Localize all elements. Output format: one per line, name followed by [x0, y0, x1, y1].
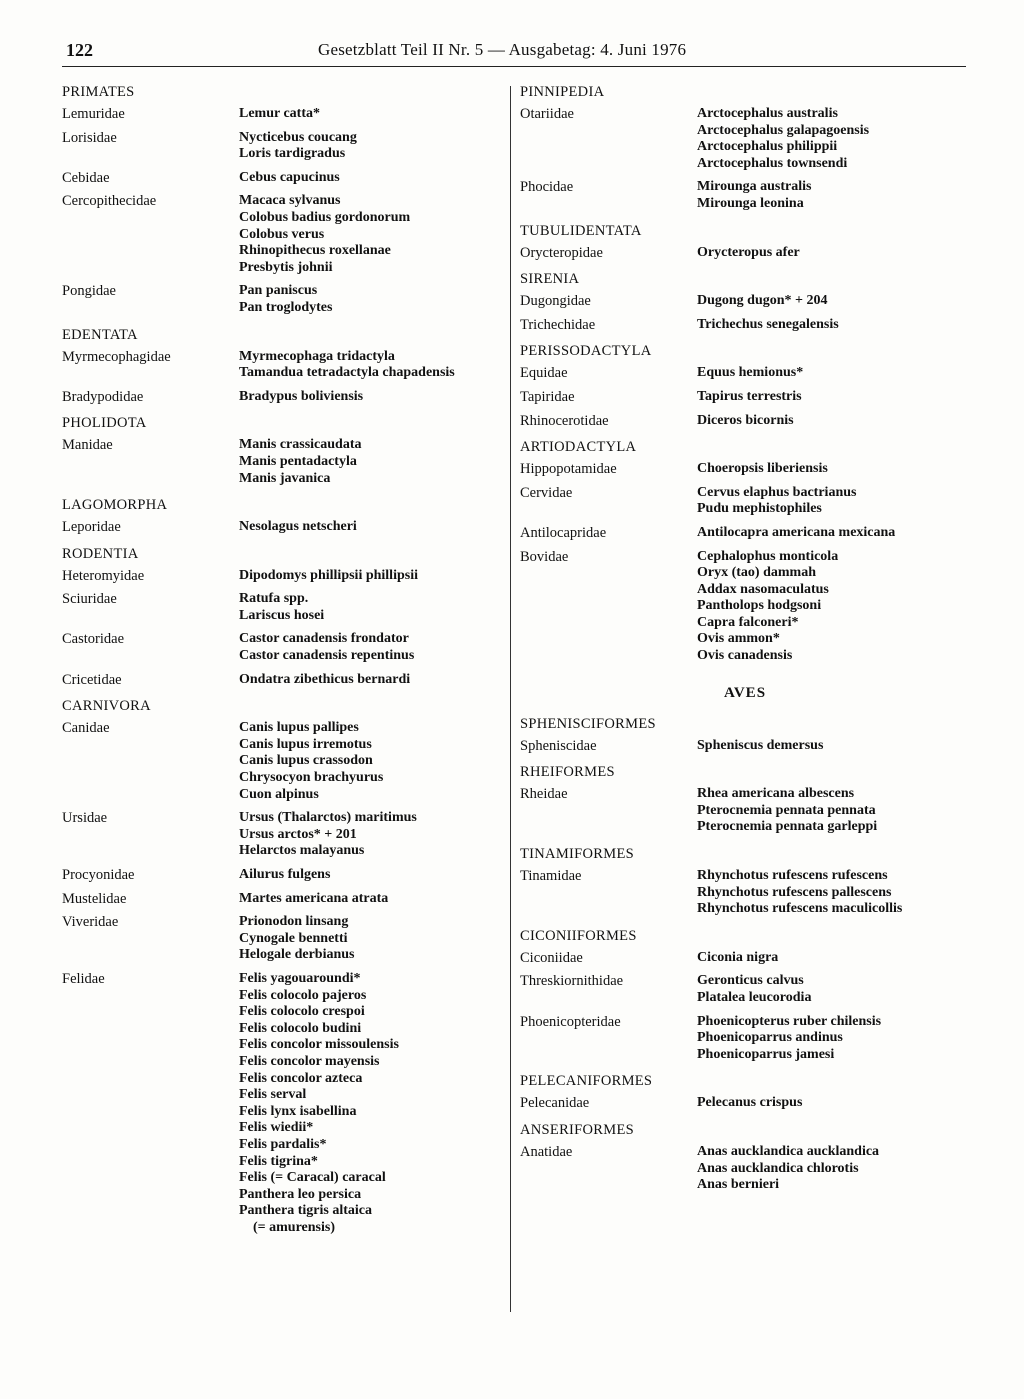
family-row [520, 179, 970, 212]
species-name: Dipodomys phillipsii phillipsii [239, 567, 418, 583]
family-row [62, 437, 502, 487]
family-name: Ursidae [62, 810, 108, 827]
family-row [62, 631, 502, 664]
species-name: Felis (= Caracal) caracal [239, 1170, 386, 1186]
family-row [520, 413, 970, 430]
species-name: Arctocephalus australis [697, 106, 838, 121]
species-list [239, 519, 502, 536]
order-heading: TUBULIDENTATA [520, 222, 642, 239]
species-list [697, 786, 970, 836]
class-heading: AVES [723, 684, 767, 701]
family-name: Dugongidae [520, 293, 591, 310]
family-row [62, 568, 502, 585]
family-name: Equidae [520, 365, 568, 382]
species-list [239, 891, 502, 908]
family-row [62, 106, 502, 123]
order-heading: SIRENIA [520, 271, 580, 288]
order-heading: EDENTATA [62, 326, 138, 343]
species-name: Nesolagus netscheri [239, 519, 357, 535]
species-name: Pelecanus crispus [697, 1095, 803, 1111]
species-name: Chrysocyon brachyurus [239, 770, 384, 786]
family-row [520, 461, 970, 478]
species-name: Cephalophus monticola [697, 548, 839, 564]
family-name: Spheniscidae [520, 737, 597, 754]
species-name: Castor canadensis frondator [239, 631, 409, 647]
species-list [239, 568, 502, 585]
species-list [239, 283, 502, 316]
species-list [697, 245, 970, 262]
species-name: Platalea leucorodia [697, 990, 812, 1005]
species-name: Felis pardalis* [239, 1136, 327, 1152]
family-name: Anatidae [520, 1143, 573, 1160]
species-name: Equus hemionus* [697, 365, 804, 381]
species-list [239, 591, 502, 624]
species-name: (= amurensis) [253, 1219, 335, 1235]
species-name: Oryx (tao) dammah [697, 565, 816, 581]
family-row [62, 720, 502, 803]
species-name: Bradypus boliviensis [239, 388, 364, 404]
species-list [697, 973, 970, 1006]
family-row [520, 485, 970, 518]
family-row [520, 973, 970, 1006]
species-name: Felis concolor missoulensis [239, 1037, 399, 1053]
family-name: Bradypodidae [62, 388, 144, 405]
species-name: Spheniscus demersus [697, 737, 824, 753]
family-name: Ciconiidae [520, 949, 583, 966]
family-row [62, 193, 502, 276]
species-list [239, 971, 502, 1237]
family-row [62, 519, 502, 536]
family-name: Antilocapridae [520, 524, 607, 541]
family-name: Pelecanidae [520, 1095, 590, 1112]
order-heading: CICONIIFORMES [520, 927, 637, 944]
species-list [697, 549, 970, 665]
species-list [697, 1144, 970, 1194]
species-name: Tamandua tetradactyla chapadensis [239, 365, 455, 381]
species-list [239, 349, 502, 382]
family-name: Threskiornithidae [520, 973, 624, 990]
family-row [62, 810, 502, 860]
order-heading: RHEIFORMES [520, 764, 615, 781]
family-row [62, 349, 502, 382]
species-list [697, 738, 970, 755]
family-row [62, 914, 502, 964]
species-name: Prionodon linsang [239, 914, 349, 930]
family-name: Trichechidae [520, 316, 596, 333]
order-heading: ARTIODACTYLA [520, 439, 637, 456]
species-name: Anas aucklandica chlorotis [697, 1160, 859, 1176]
species-list [697, 413, 970, 430]
species-name: Felis concolor mayensis [239, 1053, 380, 1069]
species-name: Canis lupus irremotus [239, 736, 372, 752]
family-name: Orycteropidae [520, 244, 603, 261]
species-name: Mirounga leonina [697, 195, 804, 211]
species-name: Tapirus terrestris [697, 388, 802, 404]
species-name: Phoenicopterus ruber chilensis [697, 1013, 882, 1029]
family-row [62, 170, 502, 187]
family-row [520, 389, 970, 406]
species-list [697, 525, 970, 542]
species-name: Pan troglodytes [239, 299, 333, 315]
species-name: Felis wiedii* [239, 1120, 314, 1136]
page-number: 122 [66, 40, 93, 60]
family-name: Heteromyidae [62, 567, 145, 584]
family-row [520, 1095, 970, 1112]
species-name: Rhynchotus rufescens pallescens [697, 884, 892, 900]
species-list [239, 720, 502, 803]
family-name: Viveridae [62, 914, 119, 931]
species-name: Lariscus hosei [239, 607, 325, 623]
column-divider [510, 86, 511, 1312]
family-name: Rheidae [520, 786, 568, 803]
species-name: Presbytis johnii [239, 259, 333, 275]
family-name: Cricetidae [62, 671, 122, 688]
species-list [697, 485, 970, 518]
species-name: Ondatra zibethicus bernardi [239, 671, 411, 687]
family-name: Bovidae [520, 548, 569, 565]
species-name: Anas bernieri [697, 1177, 780, 1193]
family-name: Lorisidae [62, 129, 117, 146]
species-name: Orycteropus afer [697, 244, 800, 260]
species-name: Ailurus fulgens [239, 867, 331, 882]
family-name: Phoenicopteridae [520, 1013, 621, 1030]
family-row [62, 971, 502, 1237]
species-name: Phoenicoparrus jamesi [697, 1046, 835, 1062]
species-name: Pudu mephistophiles [697, 501, 822, 517]
family-name: Cervidae [520, 484, 573, 501]
family-name: Castoridae [62, 631, 125, 648]
species-name: Addax nasomaculatus [697, 581, 829, 597]
species-list [697, 1014, 970, 1064]
species-name: Nycticebus coucang [239, 129, 357, 145]
species-name: Cuon alpinus [239, 786, 319, 802]
species-name: Panthera leo persica [239, 1186, 362, 1202]
species-name: Pterocnemia pennata garleppi [697, 819, 878, 835]
species-name: Lemur catta* [239, 106, 320, 121]
species-list [239, 672, 502, 689]
order-heading: PHOLIDOTA [62, 415, 147, 432]
species-list [697, 365, 970, 382]
species-list [239, 810, 502, 860]
species-name: Manis crassicaudata [239, 437, 362, 453]
family-name: Cebidae [62, 169, 110, 186]
family-name: Pongidae [62, 283, 116, 300]
order-heading: ANSERIFORMES [520, 1121, 634, 1138]
species-name: Arctocephalus galapagoensis [697, 122, 870, 138]
family-name: Tinamidae [520, 868, 582, 885]
order-heading: TINAMIFORMES [520, 846, 634, 863]
order-heading: RODENTIA [62, 545, 139, 562]
family-row [520, 738, 970, 755]
species-name: Helarctos malayanus [239, 843, 365, 859]
species-list [697, 317, 970, 334]
species-list [239, 867, 502, 884]
species-list [697, 106, 970, 172]
order-heading: PERISSODACTYLA [520, 343, 652, 360]
species-name: Manis pentadactyla [239, 453, 357, 469]
family-row [520, 950, 970, 967]
species-name: Anas aucklandica aucklandica [697, 1143, 880, 1159]
family-row [520, 317, 970, 334]
species-list [239, 130, 502, 163]
family-row [62, 283, 502, 316]
family-row [520, 1144, 970, 1194]
family-name: Tapiridae [520, 388, 575, 405]
family-row [520, 106, 970, 172]
family-name: Lemuridae [62, 106, 125, 122]
species-name: Felis colocolo pajeros [239, 987, 367, 1003]
species-name: Pantholops hodgsoni [697, 598, 822, 614]
page-header [62, 38, 966, 67]
family-name: Otariidae [520, 106, 574, 122]
family-row [520, 786, 970, 836]
species-name: Felis concolor azteca [239, 1070, 363, 1086]
species-name: Martes americana atrata [239, 890, 389, 906]
family-row [520, 525, 970, 542]
family-row [520, 1014, 970, 1064]
species-name: Diceros bicornis [697, 412, 794, 428]
family-name: Phocidae [520, 179, 574, 196]
gazette-title: Gesetzblatt Teil II Nr. 5 — Ausgabetag: 4. Juni 1976 [318, 40, 687, 59]
family-name: Cercopithecidae [62, 193, 157, 210]
family-row [520, 245, 970, 262]
family-row [62, 867, 502, 884]
species-name: Rhynchotus rufescens maculicollis [697, 901, 903, 917]
species-name: Cynogale bennetti [239, 930, 348, 946]
family-name: Mustelidae [62, 890, 127, 907]
species-name: Pan paniscus [239, 283, 318, 299]
species-list [697, 389, 970, 406]
family-row [520, 549, 970, 665]
family-name: Myrmecophagidae [62, 348, 171, 365]
species-name: Cebus capucinus [239, 169, 340, 185]
species-list [697, 868, 970, 918]
family-row [62, 672, 502, 689]
family-row [520, 868, 970, 918]
family-name: Canidae [62, 720, 110, 737]
family-row [62, 389, 502, 406]
species-name: Ciconia nigra [697, 949, 779, 965]
species-list [239, 193, 502, 276]
species-name: Dugong dugon* + 204 [697, 293, 828, 309]
species-name: Felis serval [239, 1087, 307, 1103]
family-name: Leporidae [62, 519, 121, 536]
family-row [62, 130, 502, 163]
species-name: Myrmecophaga tridactyla [239, 348, 395, 364]
species-list [239, 437, 502, 487]
order-heading: PRIMATES [62, 84, 135, 100]
species-name: Canis lupus crassodon [239, 753, 373, 769]
species-name: Panthera tigris altaica [239, 1203, 372, 1219]
species-name: Trichechus senegalensis [697, 316, 839, 332]
species-name: Choeropsis liberiensis [697, 461, 828, 477]
species-list [239, 914, 502, 964]
species-name: Arctocephalus philippii [697, 139, 838, 155]
species-name: Phoenicoparrus andinus [697, 1030, 843, 1046]
family-name: Procyonidae [62, 867, 135, 883]
species-name: Macaca sylvanus [239, 193, 341, 209]
species-name: Mirounga australis [697, 179, 812, 195]
family-name: Rhinocerotidae [520, 412, 609, 429]
left-column [62, 80, 502, 1243]
species-list [697, 1095, 970, 1112]
species-list [239, 389, 502, 406]
species-name: Rhynchotus rufescens rufescens [697, 868, 888, 884]
species-name: Ovis canadensis [697, 648, 793, 664]
species-name: Canis lupus pallipes [239, 720, 359, 736]
species-name: Loris tardigradus [239, 146, 346, 162]
order-heading: PINNIPEDIA [520, 84, 605, 100]
species-name: Geronticus calvus [697, 973, 804, 989]
species-list [697, 950, 970, 967]
family-row [62, 591, 502, 624]
species-name: Ursus arctos* + 201 [239, 826, 357, 842]
species-name: Arctocephalus townsendi [697, 155, 848, 171]
species-name: Pterocnemia pennata pennata [697, 802, 876, 818]
right-column [520, 80, 970, 1201]
family-name: Hippopotamidae [520, 461, 617, 478]
species-name: Ursus (Thalarctos) maritimus [239, 810, 417, 826]
family-row [520, 293, 970, 310]
order-heading: CARNIVORA [62, 698, 151, 715]
species-name: Felis yagouaroundi* [239, 970, 361, 986]
order-heading: LAGOMORPHA [62, 497, 168, 514]
family-name: Sciuridae [62, 591, 117, 608]
species-name: Capra falconeri* [697, 614, 799, 630]
species-name: Colobus badius gordonorum [239, 209, 411, 225]
species-list [697, 461, 970, 478]
species-name: Felis colocolo crespoi [239, 1004, 365, 1020]
species-name: Rhea americana albescens [697, 786, 855, 802]
family-row [520, 365, 970, 382]
species-name: Castor canadensis repentinus [239, 648, 415, 664]
species-name: Ovis ammon* [697, 631, 780, 647]
family-name: Felidae [62, 970, 105, 987]
species-name: Manis javanica [239, 470, 331, 486]
species-name: Felis lynx isabellina [239, 1103, 357, 1119]
species-list [239, 106, 502, 123]
species-name: Cervus elaphus bactrianus [697, 484, 857, 500]
species-name: Colobus verus [239, 226, 325, 242]
species-list [697, 293, 970, 310]
species-list [239, 631, 502, 664]
order-heading: SPHENISCIFORMES [520, 715, 656, 732]
order-heading: PELECANIFORMES [520, 1073, 653, 1090]
species-name: Helogale derbianus [239, 947, 355, 963]
species-name: Felis tigrina* [239, 1153, 318, 1169]
family-row [62, 891, 502, 908]
species-name: Antilocapra americana mexicana [697, 524, 896, 540]
species-list [239, 170, 502, 187]
species-name: Felis colocolo budini [239, 1020, 362, 1036]
family-name: Manidae [62, 437, 113, 454]
species-name: Rhinopithecus roxellanae [239, 243, 391, 259]
species-name: Ratufa spp. [239, 591, 309, 607]
species-list [697, 179, 970, 212]
